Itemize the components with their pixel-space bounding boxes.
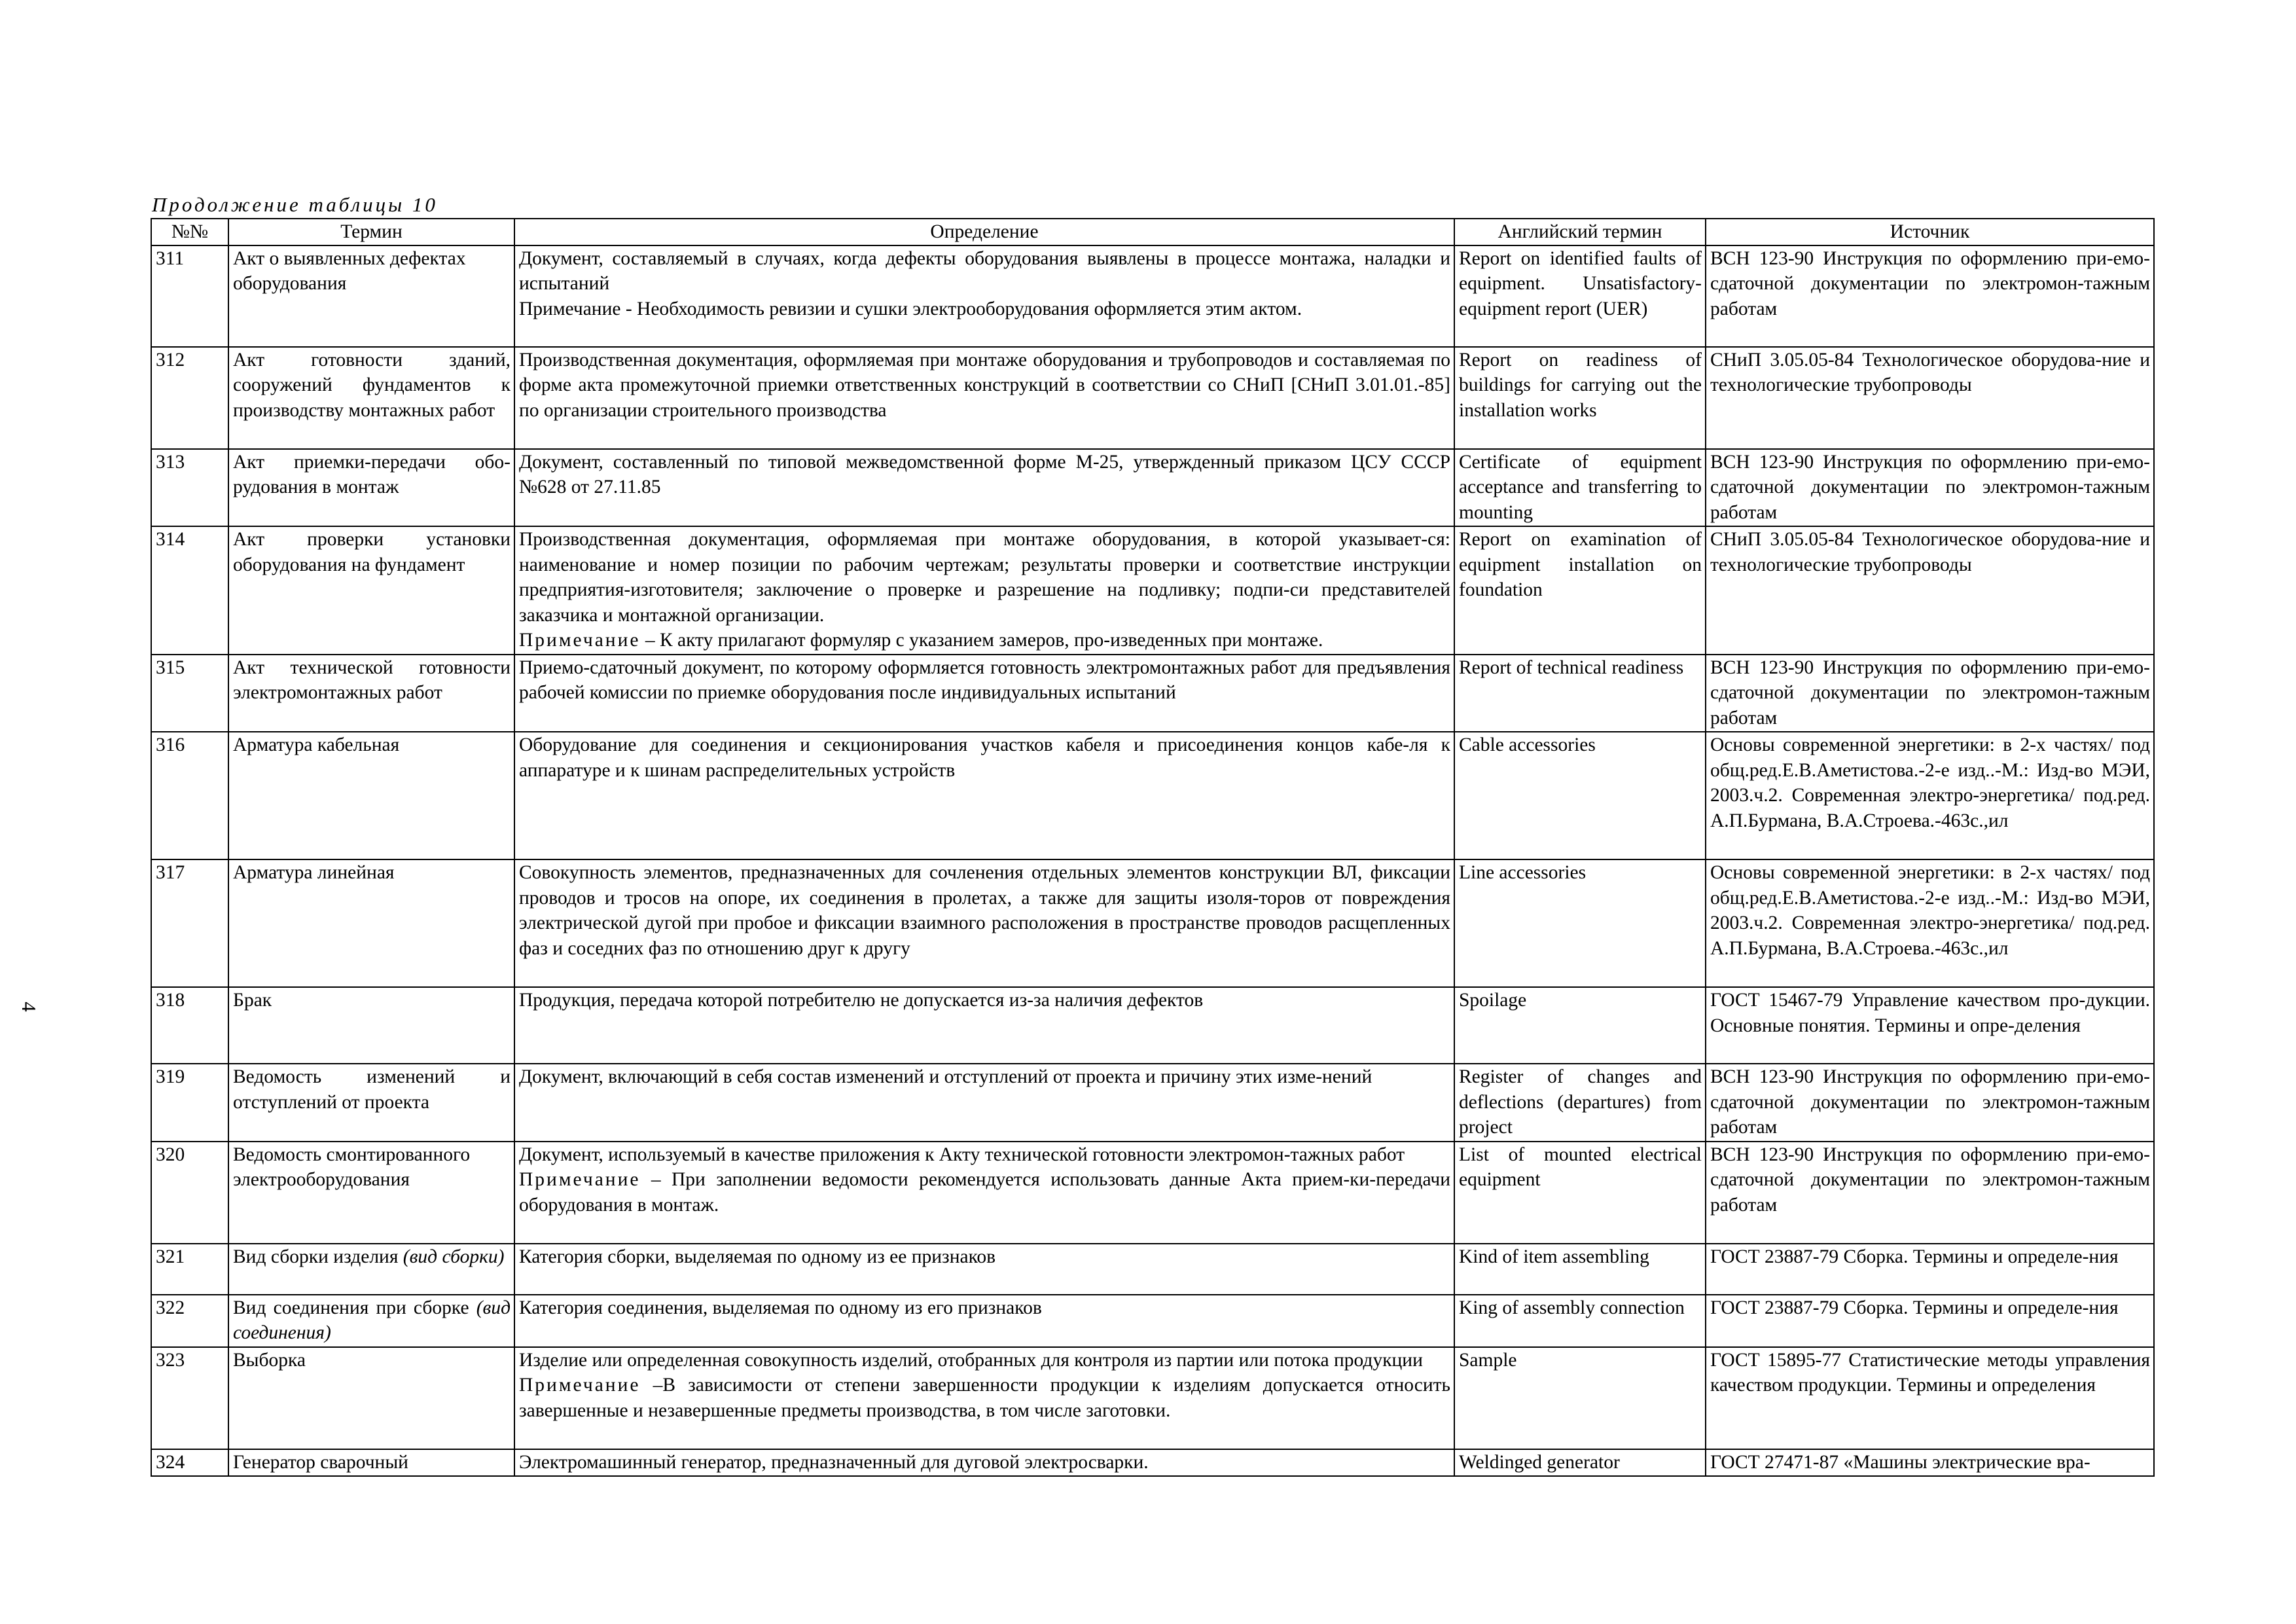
column-header-term: Термин — [228, 219, 514, 245]
definition-cell: Категория соединения, выделяемая по одному из его признаков — [514, 1295, 1454, 1347]
definition-cell: Приемо-сдаточный документ, по которому оформляется готовность электромонтажных работ для предъявления рабочей комиссии по приемке оборудования после индивидуальных испытаний — [514, 655, 1454, 732]
row-number: 315 — [151, 655, 228, 732]
source-cell: Основы современной энергетики: в 2-х частях/ под общ.ред.Е.В.Аметистова.-2-е изд..-М.: Изд-во МЭИ, 2003.ч.2. Современная электро-энергетика/ под.ред. А.П.Бурмана, В.А.Строева.-463с.,ил — [1706, 732, 2154, 859]
note-label: Примечание — [519, 1169, 641, 1190]
definition-cell — [514, 1142, 1454, 1244]
row-number: 319 — [151, 1064, 228, 1142]
table-row — [151, 1449, 2154, 1477]
term-cell: Арматура линейная — [228, 859, 514, 987]
definition-cell: Электромашинный генератор, предназначенный для дуговой электросварки. — [514, 1449, 1454, 1477]
definition-text: Документ, используемый в качестве приложения к Акту технической готовности электромон-тажных работ — [519, 1144, 1405, 1165]
english-term-cell: Sample — [1454, 1347, 1706, 1449]
table-row — [151, 1244, 2154, 1295]
page-number: 4 — [17, 1001, 41, 1012]
definition-text: Документ, составляемый в случаях, когда дефекты оборудования выявлены в процессе монтажа, наладки и испытаний — [519, 247, 1450, 294]
definition-note: Примечание - Необходимость ревизии и сушки электрооборудования оформляется этим актом. — [519, 298, 1302, 319]
row-number: 317 — [151, 859, 228, 987]
english-term-cell: Weldinged generator — [1454, 1449, 1706, 1477]
term-text: Вид соединения при сборке — [233, 1297, 469, 1318]
table-row — [151, 245, 2154, 347]
table-row — [151, 449, 2154, 527]
english-term-cell: Cable accessories — [1454, 732, 1706, 859]
source-cell: ВСН 123-90 Инструкция по оформлению при-емо-сдаточной документации по электромон-тажным работам — [1706, 245, 2154, 347]
note-text: –В зависимости от степени завершенности продукции к изделиям допускается относить завершенные и незавершенные предметы производства, в том числе заготовки. — [519, 1375, 1450, 1421]
table-row — [151, 1347, 2154, 1449]
row-number: 321 — [151, 1244, 228, 1295]
table-caption: Продолжение таблицы 10 — [152, 193, 438, 216]
english-term-cell: Report on examination of equipment installation on foundation — [1454, 526, 1706, 655]
definition-cell: Производственная документация, оформляемая при монтаже оборудования и трубопроводов и составляемая по форме акта промежуточной приемки ответственных конструкций в соответствии со СНиП [СНиП 3.01.01.-85] по организации строительного производства — [514, 347, 1454, 449]
definition-text: Производственная документация, оформляемая при монтаже оборудования, в которой указывает-ся: наименование и номер позиции по рабочим чертежам; результаты проверки и соответствие инструкции предприятия-изготовителя; заключение о проверке и разрешение на подливку; подпи-си представителей заказчика и монтажной организации. — [519, 529, 1450, 626]
english-term-cell: Kind of item assembling — [1454, 1244, 1706, 1295]
english-term-cell: Report on identified faults of equipment. Unsatisfactory-equipment report (UER) — [1454, 245, 1706, 347]
source-cell: Основы современной энергетики: в 2-х частях/ под общ.ред.Е.В.Аметистова.-2-е изд..-М.: Изд-во МЭИ, 2003.ч.2. Современная электро-энергетика/ под.ред. А.П.Бурмана, В.А.Строева.-463с.,ил — [1706, 859, 2154, 987]
source-cell: ВСН 123-90 Инструкция по оформлению при-емо-сдаточной документации по электромон-тажным работам — [1706, 1142, 2154, 1244]
note-label: Примечание — [519, 630, 641, 651]
definition-cell: Категория сборки, выделяемая по одному из ее признаков — [514, 1244, 1454, 1295]
term-cell: Ведомость изменений и отступлений от проекта — [228, 1064, 514, 1142]
english-term-cell: King of assembly connection — [1454, 1295, 1706, 1347]
term-cell — [228, 1244, 514, 1295]
table-row — [151, 1142, 2154, 1244]
row-number: 323 — [151, 1347, 228, 1449]
term-cell: Акт о выявленных дефектах оборудования — [228, 245, 514, 347]
terms-table — [151, 218, 2155, 1477]
definition-cell: Продукция, передача которой потребителю не допускается из-за наличия дефектов — [514, 987, 1454, 1064]
term-cell: Выборка — [228, 1347, 514, 1449]
english-term-cell: Certificate of equipment acceptance and transferring to mounting — [1454, 449, 1706, 527]
row-number: 324 — [151, 1449, 228, 1477]
table-row — [151, 347, 2154, 449]
table-row — [151, 987, 2154, 1064]
term-cell: Акт приемки-передачи обо-рудования в монтаж — [228, 449, 514, 527]
source-cell: СНиП 3.05.05-84 Технологическое оборудова-ние и технологические трубопроводы — [1706, 526, 2154, 655]
table-row — [151, 1064, 2154, 1142]
term-cell: Брак — [228, 987, 514, 1064]
source-cell: СНиП 3.05.05-84 Технологическое оборудова-ние и технологические трубопроводы — [1706, 347, 2154, 449]
english-term-cell: Report of technical readiness — [1454, 655, 1706, 732]
note-label: Примечание — [519, 1375, 641, 1396]
table-row — [151, 732, 2154, 859]
term-cell: Арматура кабельная — [228, 732, 514, 859]
definition-cell: Совокупность элементов, предназначенных для сочленения отдельных элементов конструкции ВЛ, фиксации проводов и тросов на опоре, их соединения в пролетах, а также для защиты изоля-торов от повреждения электрической дугой при пробое и фиксации взаимного расположения в пространстве проводов расщепленных фаз и соседних фаз по отношению друг к другу — [514, 859, 1454, 987]
row-number: 320 — [151, 1142, 228, 1244]
note-text: – При заполнении ведомости рекомендуется использовать данные Акта прием-ки-передачи оборудования в монтаж. — [519, 1169, 1450, 1216]
english-term-cell: Line accessories — [1454, 859, 1706, 987]
term-short-form: (вид сборки) — [403, 1246, 505, 1267]
english-term-cell: Spoilage — [1454, 987, 1706, 1064]
row-number: 313 — [151, 449, 228, 527]
source-cell: ВСН 123-90 Инструкция по оформлению при-емо-сдаточной документации по электромон-тажным работам — [1706, 655, 2154, 732]
table-row — [151, 1295, 2154, 1347]
term-cell — [228, 1295, 514, 1347]
definition-cell — [514, 526, 1454, 655]
table-row — [151, 526, 2154, 655]
english-term-cell: List of mounted electrical equipment — [1454, 1142, 1706, 1244]
column-header-english: Английский термин — [1454, 219, 1706, 245]
source-cell: ГОСТ 23887-79 Сборка. Термины и определе-ния — [1706, 1244, 2154, 1295]
source-cell: ГОСТ 15895-77 Статистические методы управления качеством продукции. Термины и определения — [1706, 1347, 2154, 1449]
column-header-source: Источник — [1706, 219, 2154, 245]
term-cell: Генератор сварочный — [228, 1449, 514, 1477]
row-number: 312 — [151, 347, 228, 449]
definition-cell — [514, 245, 1454, 347]
term-cell: Акт технической готовности электромонтажных работ — [228, 655, 514, 732]
row-number: 314 — [151, 526, 228, 655]
source-cell: ГОСТ 27471-87 «Машины электрические вра- — [1706, 1449, 2154, 1477]
definition-note — [519, 1373, 1450, 1423]
term-cell: Ведомость смонтированного электрооборудования — [228, 1142, 514, 1244]
table-row — [151, 859, 2154, 987]
row-number: 322 — [151, 1295, 228, 1347]
source-cell: ГОСТ 15467-79 Управление качеством про-дукции. Основные понятия. Термины и опре-деления — [1706, 987, 2154, 1064]
term-short-form: (вид соединения) — [233, 1297, 511, 1343]
definition-text: Изделие или определенная совокупность изделий, отобранных для контроля из партии или потока продукции — [519, 1349, 1423, 1371]
definition-cell — [514, 1347, 1454, 1449]
note-text: – К акту прилагают формуляр с указанием замеров, про-изведенных при монтаже. — [640, 630, 1323, 651]
english-term-cell: Register of changes and deflections (departures) from project — [1454, 1064, 1706, 1142]
english-term-cell: Report on readiness of buildings for carrying out the installation works — [1454, 347, 1706, 449]
definition-cell: Документ, составленный по типовой межведомственной форме М-25, утвержденный приказом ЦСУ СССР №628 от 27.11.85 — [514, 449, 1454, 527]
term-text: Вид сборки изделия — [233, 1246, 399, 1267]
row-number: 318 — [151, 987, 228, 1064]
row-number: 311 — [151, 245, 228, 347]
source-cell: ГОСТ 23887-79 Сборка. Термины и определе-ния — [1706, 1295, 2154, 1347]
column-header-definition: Определение — [514, 219, 1454, 245]
definition-cell: Документ, включающий в себя состав изменений и отступлений от проекта и причину этих изме-нений — [514, 1064, 1454, 1142]
term-cell: Акт проверки установки оборудования на фундамент — [228, 526, 514, 655]
definition-cell: Оборудование для соединения и секционирования участков кабеля и присоединения концов кабе-ля к аппаратуре и к шинам распределительных устройств — [514, 732, 1454, 859]
definition-note — [519, 628, 1450, 653]
row-number: 316 — [151, 732, 228, 859]
table-header-row — [151, 219, 2154, 245]
column-header-num: №№ — [151, 219, 228, 245]
term-cell: Акт готовности зданий, сооружений фундаментов к производству монтажных работ — [228, 347, 514, 449]
source-cell: ВСН 123-90 Инструкция по оформлению при-емо-сдаточной документации по электромон-тажным работам — [1706, 449, 2154, 527]
table-row — [151, 655, 2154, 732]
definition-note — [519, 1167, 1450, 1218]
source-cell: ВСН 123-90 Инструкция по оформлению при-емо-сдаточной документации по электромон-тажным работам — [1706, 1064, 2154, 1142]
